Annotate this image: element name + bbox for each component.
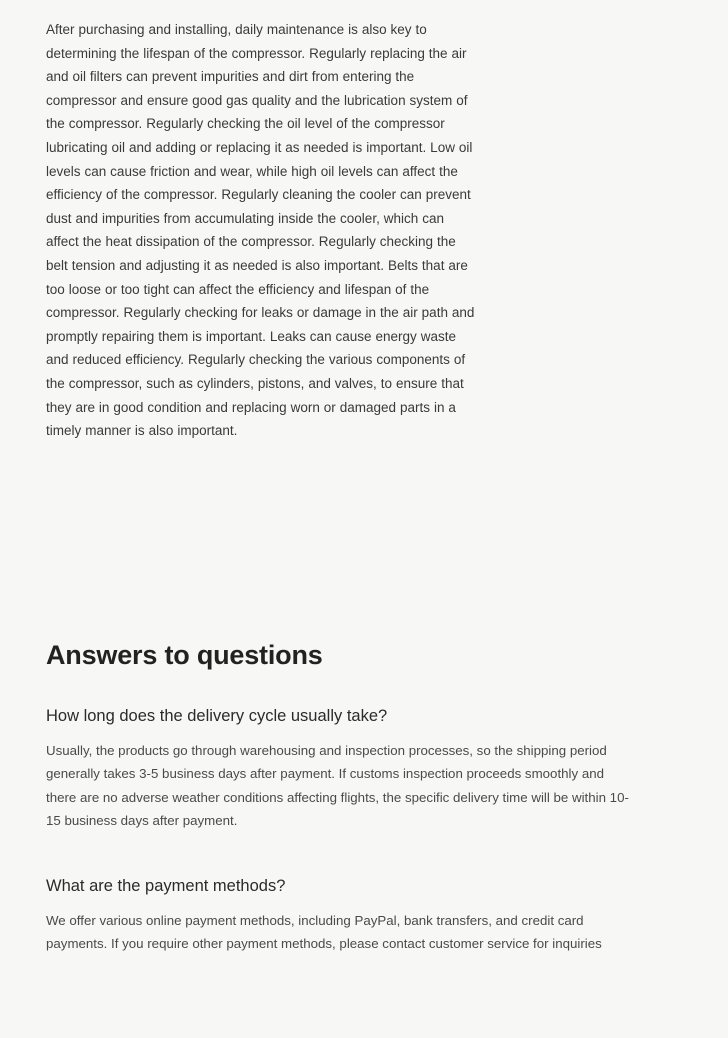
faq-answer: Usually, the products go through warehousing and inspection processes, so the shipping period generally takes 3-5 business days after payment. If customs inspection proceeds smoothly and there are no adverse weather conditions affecting flights, the specific delivery time will be within 10-15 business days after payment. (46, 742, 629, 829)
maintenance-paragraph: After purchasing and installing, daily maintenance is also key to determining the lifespan of the compressor. Regularly replacing the air and oil filters can prevent impurities and dirt from entering the compressor and ensure good gas quality and the lubrication system of the compressor. Regularly checking the oil level of the compressor lubricating oil and adding or replacing it as needed is important. Low oil levels can cause friction and wear, while high oil levels can affect the efficiency of the compressor. Regularly cleaning the cooler can prevent dust and impurities from accumulating inside the cooler, which can affect the heat dissipation of the compressor. Regularly checking the belt tension and adjusting it as needed is also important. Belts that are too loose or too tight can affect the efficiency and lifespan of the compressor. Regularly checking for leaks or damage in the air path and promptly repairing them is important. Leaks can cause energy waste and reduced efficiency. Regularly checking the various components of the compressor, such as cylinders, pistons, and valves, to ensure that they are in good condition and replacing worn or damaged parts in a timely manner is also important. (46, 22, 475, 439)
faq-item (46, 875, 682, 956)
content-spacer (46, 443, 682, 639)
faq-question: What are the payment methods? (46, 876, 286, 895)
faq-question: How long does the delivery cycle usually take? (46, 706, 388, 725)
faq-answer: We offer various online payment methods, including PayPal, bank transfers, and credit card payments. If you require other payment methods, please contact customer service for inquiries (46, 912, 602, 952)
faq-section-heading: Answers to questions (46, 639, 323, 670)
faq-item (46, 705, 682, 833)
